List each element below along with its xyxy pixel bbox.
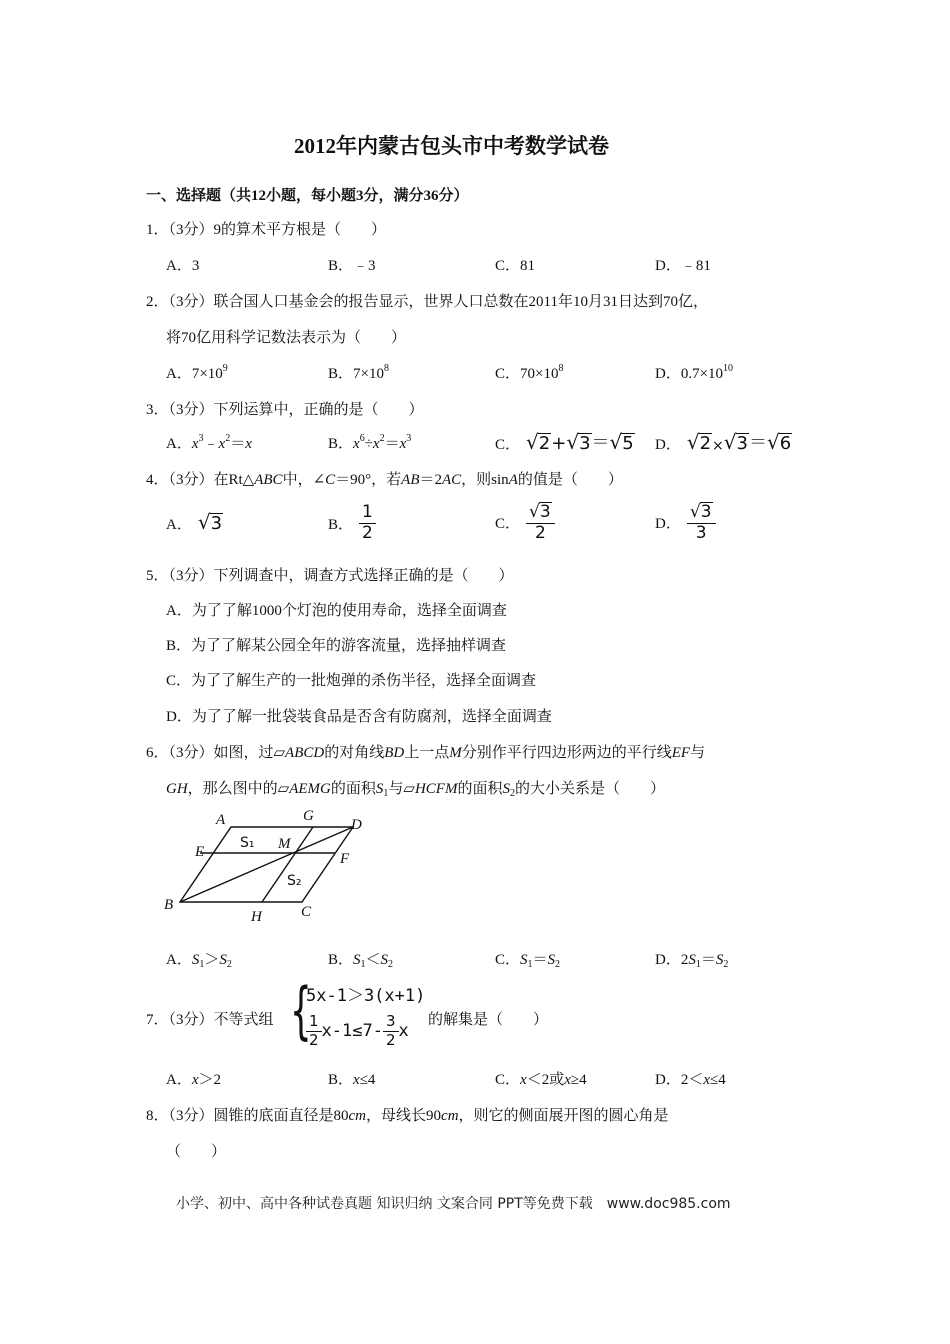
- question-7-stem-post: 的解集是（ ）: [428, 1012, 549, 1028]
- q6-l1-a: 6．（3分）如图，过▱: [146, 745, 286, 761]
- q6-d-label: D．2: [655, 952, 689, 968]
- radical-sign: √: [529, 501, 540, 522]
- q6-m: M: [449, 745, 462, 761]
- q2-option-b: [328, 362, 389, 383]
- q4-c-fraction: [526, 502, 555, 543]
- q1-option-b: B．﹣3: [328, 258, 376, 274]
- q5-option-d: D．为了了解一批袋装食品是否含有防腐剂，选择全面调查: [166, 709, 552, 725]
- q7-d-label: D．2＜: [655, 1072, 704, 1088]
- question-1-stem: 1．（3分）9的算术平方根是（ ）: [146, 222, 387, 238]
- q3-b-x6: x: [353, 436, 360, 452]
- q6-b-label: B．: [328, 952, 354, 968]
- q3-b-eq: ＝: [384, 436, 400, 452]
- q4-mid1: 中，∠: [282, 472, 326, 488]
- s-var: S: [191, 952, 200, 968]
- q4-option-d: [655, 502, 716, 543]
- question-2-stem-line1: 2．（3分）联合国人口基金会的报告显示，世界人口总数在2011年10月31日达到70亿，: [146, 294, 708, 310]
- q2-a-base: A．7×10: [166, 366, 223, 382]
- subscript: 1: [527, 959, 533, 970]
- label-m: M: [278, 836, 291, 852]
- unit-cm: cm: [441, 1108, 459, 1124]
- question-7-stem-pre: 7．（3分）不等式组: [146, 1012, 274, 1028]
- q4-option-c: [495, 502, 555, 543]
- q8-s2: ，母线长90: [366, 1108, 442, 1124]
- radicand: 6: [779, 433, 792, 455]
- q6-s2: S: [502, 781, 510, 797]
- q5-option-c: C．为了了解生产的一批炮弹的杀伤半径，选择全面调查: [166, 673, 537, 689]
- label-g: G: [303, 808, 314, 824]
- parallelogram-figure: [160, 805, 380, 925]
- subscript: 1: [199, 959, 205, 970]
- q6-l2-b: 的面积: [330, 781, 376, 797]
- q3-c-radical-3: [610, 430, 635, 454]
- question-6-stem-line2: [166, 777, 665, 799]
- numerator: [687, 502, 716, 524]
- q4-mid2: ＝90°，若: [335, 472, 402, 488]
- q4-c-label: C．: [495, 515, 521, 532]
- operator: ＝: [532, 952, 548, 968]
- unit-cm: cm: [348, 1108, 367, 1124]
- inequality-2-end: x: [398, 1021, 409, 1042]
- q6-aemg: AEMG: [289, 781, 331, 797]
- s-var: S: [547, 952, 556, 968]
- subscript: 1: [360, 959, 366, 970]
- q3-option-d: [655, 428, 792, 454]
- denominator: 2: [385, 1030, 396, 1049]
- s-var: S: [353, 952, 361, 968]
- q4-abc: ABC: [254, 472, 283, 488]
- q6-s1-sub: 1: [383, 788, 389, 799]
- radical-sign: √: [526, 430, 539, 454]
- q3-c-radical-2: [566, 430, 591, 454]
- question-8-stem-line2: （ ）: [166, 1144, 227, 1160]
- q4-option-a: [166, 510, 223, 534]
- x-var: x: [564, 1072, 571, 1088]
- x-var: x: [520, 1072, 527, 1088]
- fraction-three-halves: [383, 1014, 399, 1049]
- question-6-stem-line1: [146, 741, 705, 762]
- q6-l1-c: 上一点: [404, 745, 450, 761]
- footer-note: 小学、初中、高中各种试卷真题 知识归纳 文案合同 PPT等免费下载 www.doc985.com: [176, 1196, 731, 1212]
- q4-end: 的值是（ ）: [517, 472, 623, 488]
- q2-option-d: [655, 362, 733, 383]
- subscript: 2: [555, 959, 561, 970]
- denominator: 3: [695, 522, 707, 543]
- label-h: H: [251, 909, 262, 925]
- subscript: 2: [226, 959, 232, 970]
- q3-a-eq: ＝: [230, 436, 246, 452]
- q6-hcfm: HCFM: [414, 781, 458, 797]
- q3-d-eq: ＝: [748, 432, 767, 453]
- radicand: 3: [700, 502, 712, 522]
- q3-a-label: A．: [166, 436, 192, 452]
- q7-c-rest: ≥4: [570, 1072, 587, 1088]
- q4-stem-pre: 4．（3分）在Rt△: [146, 472, 255, 488]
- numerator: 3: [383, 1014, 399, 1032]
- x-var: x: [353, 1072, 360, 1088]
- fraction-half: [306, 1014, 322, 1049]
- q6-l2-a: ，那么图中的▱: [187, 781, 290, 797]
- radical-sign: √: [723, 430, 737, 454]
- q3-a-x: x: [245, 436, 252, 452]
- operator: ＝: [700, 952, 716, 968]
- q6-s1: S: [375, 781, 384, 797]
- radicand: 3: [539, 502, 551, 522]
- q7-option-c: [495, 1068, 587, 1089]
- q3-c-eq: ＝: [591, 432, 610, 453]
- radical-sign: √: [197, 510, 211, 534]
- q7-a-rest: ＞2: [198, 1072, 222, 1088]
- q4-b-label: B．: [328, 516, 354, 533]
- label-c: C: [301, 904, 312, 920]
- q4-mid3: ，则sin: [461, 472, 509, 488]
- q6-l2-c: 与▱: [388, 781, 415, 797]
- question-3-stem: 3．（3分）下列运算中，正确的是（ ）: [146, 402, 424, 418]
- label-s1: S₁: [240, 835, 255, 851]
- q4-option-b: [328, 504, 376, 543]
- label-b: B: [164, 897, 174, 913]
- q6-c-label: C．: [495, 952, 521, 968]
- inequality-1: 5x-1＞3(x+1): [306, 986, 426, 1006]
- q2-a-exp: 9: [222, 363, 228, 374]
- q2-d-base: D．0.7×10: [655, 366, 724, 382]
- q7-a-label: A．: [166, 1072, 192, 1088]
- denominator: 2: [362, 522, 373, 543]
- q7-d-rest: ≤4: [710, 1072, 726, 1088]
- q1-option-d: D．﹣81: [655, 258, 711, 274]
- operator: ＞: [204, 952, 220, 968]
- q2-option-a: [166, 362, 228, 383]
- q6-l2-e: 的大小关系是（ ）: [514, 781, 665, 797]
- q3-option-a: [166, 432, 252, 453]
- q3-a-x3: x: [191, 436, 199, 452]
- q2-option-c: [495, 362, 563, 383]
- q6-l1-e: 与: [690, 745, 706, 761]
- q3-a-e3: 3: [198, 433, 204, 444]
- q7-option-b: [328, 1068, 375, 1089]
- numerator: 1: [306, 1014, 322, 1032]
- q5-option-a: A．为了了解1000个灯泡的使用寿命，选择全面调查: [166, 603, 507, 619]
- question-5-stem: 5．（3分）下列调查中，调查方式选择正确的是（ ）: [146, 568, 514, 584]
- q5-option-b: B．为了了解某公园全年的游客流量，选择抽样调查: [166, 638, 507, 654]
- subscript: 1: [695, 959, 701, 970]
- q3-a-e2: 2: [225, 433, 231, 444]
- q4-eq2: ＝2: [419, 472, 442, 488]
- q3-a-minus: ﹣: [203, 436, 219, 452]
- s-var: S: [688, 952, 696, 968]
- q4-c: C: [325, 472, 336, 488]
- q4-d-fraction: [687, 502, 716, 543]
- q6-option-b: [328, 948, 393, 970]
- radicand: 2: [699, 433, 712, 455]
- q7-b-label: B．: [328, 1072, 354, 1088]
- q3-b-label: B．: [328, 436, 354, 452]
- numerator: 1: [359, 504, 376, 524]
- q1-option-c: C．81: [495, 258, 536, 274]
- q3-d-radical-3: [767, 430, 792, 454]
- label-s2: S₂: [287, 873, 302, 889]
- operator: ＜: [365, 952, 381, 968]
- x-var: x: [191, 1072, 199, 1088]
- q4-ac: AC: [442, 472, 462, 488]
- q7-c-label: C．: [495, 1072, 521, 1088]
- q3-c-plus: +: [551, 433, 567, 454]
- q3-b-e3: 3: [406, 433, 412, 444]
- q6-abcd: ABCD: [285, 745, 325, 761]
- radical-sign: √: [566, 430, 580, 454]
- q7-option-a: [166, 1068, 221, 1089]
- q6-option-a: [166, 948, 232, 970]
- q6-l1-b: 的对角线: [324, 745, 385, 761]
- question-4-stem: [146, 468, 623, 489]
- q8-s1: 8．（3分）圆锥的底面直径是80: [146, 1108, 349, 1124]
- s-var: S: [380, 952, 389, 968]
- radicand: 3: [736, 433, 748, 455]
- q6-option-c: [495, 948, 560, 970]
- q6-ef: EF: [671, 745, 691, 761]
- question-8-stem-line1: [146, 1104, 669, 1125]
- q2-c-base: C．70×10: [495, 366, 559, 382]
- q3-b-e2: 2: [379, 433, 385, 444]
- q8-s3: ，则它的侧面展开图的圆心角是: [458, 1108, 669, 1124]
- page-title: 2012年内蒙古包头市中考数学试卷: [294, 134, 609, 158]
- q3-option-b: [328, 432, 411, 453]
- subscript: 2: [723, 959, 729, 970]
- denominator: 2: [309, 1030, 319, 1049]
- q6-option-d: [655, 948, 728, 970]
- q3-b-x3: x: [399, 436, 407, 452]
- q4-a-label: A．: [166, 517, 192, 533]
- radicand: 3: [210, 513, 223, 535]
- q6-bd: BD: [384, 745, 405, 761]
- q2-b-exp: 8: [383, 363, 389, 374]
- inequality-2: [306, 1014, 409, 1049]
- q3-c-label: C．: [495, 437, 521, 453]
- s-var: S: [715, 952, 724, 968]
- q6-s2-sub: 2: [509, 788, 515, 799]
- label-d: D: [351, 817, 362, 833]
- radicand: 2: [538, 433, 551, 455]
- s-var: S: [520, 952, 528, 968]
- label-a: A: [216, 812, 226, 828]
- q3-a-x2: x: [218, 436, 226, 452]
- inequality-2-mid: x-1≤7-: [321, 1021, 383, 1042]
- radical-sign: √: [689, 501, 701, 522]
- q3-d-times: ×: [712, 438, 724, 454]
- numerator: [526, 502, 555, 524]
- radicand: 3: [579, 433, 591, 455]
- q7-option-d: [655, 1068, 726, 1089]
- q4-b-fraction: [359, 504, 376, 543]
- radicand: 5: [622, 433, 634, 455]
- q1-option-a: A．3: [166, 258, 200, 274]
- system-brace: {: [290, 974, 312, 1047]
- q7-c-mid: ＜2或: [526, 1072, 565, 1088]
- label-f: F: [340, 851, 350, 867]
- question-2-stem-line2: 将70亿用科学记数法表示为（ ）: [166, 330, 407, 346]
- section-heading: 一、选择题（共12小题，每小题3分，满分36分）: [146, 188, 469, 204]
- q2-b-base: B．7×10: [328, 366, 384, 382]
- q4-a-radical: [198, 510, 223, 534]
- q3-d-radical-2: [724, 430, 749, 454]
- label-e: E: [195, 844, 205, 860]
- q6-gh: GH: [166, 781, 188, 797]
- q6-l1-d: 分别作平行四边形两边的平行线: [461, 745, 672, 761]
- x-var: x: [703, 1072, 711, 1088]
- radical-sign: √: [686, 430, 700, 454]
- q3-d-radical-1: [687, 430, 712, 454]
- q3-b-e6: 6: [359, 433, 365, 444]
- q2-d-exp: 10: [723, 363, 734, 374]
- q3-b-x2: x: [372, 436, 380, 452]
- radical-sign: √: [766, 430, 780, 454]
- q7-b-rest: ≤4: [359, 1072, 376, 1088]
- q6-l2-d: 的面积: [457, 781, 503, 797]
- subscript: 2: [388, 959, 394, 970]
- q3-d-label: D．: [655, 437, 681, 453]
- q6-a-label: A．: [166, 952, 192, 968]
- q4-a: A: [508, 472, 518, 488]
- denominator: 2: [534, 522, 546, 543]
- s-var: S: [219, 952, 227, 968]
- q4-d-label: D．: [655, 515, 681, 532]
- q3-b-div: ÷: [364, 436, 373, 452]
- q3-c-radical-1: [526, 430, 551, 454]
- q4-ab: AB: [401, 472, 420, 488]
- q2-c-exp: 8: [558, 363, 564, 374]
- q3-option-c: [495, 428, 635, 454]
- radical-sign: √: [609, 430, 623, 454]
